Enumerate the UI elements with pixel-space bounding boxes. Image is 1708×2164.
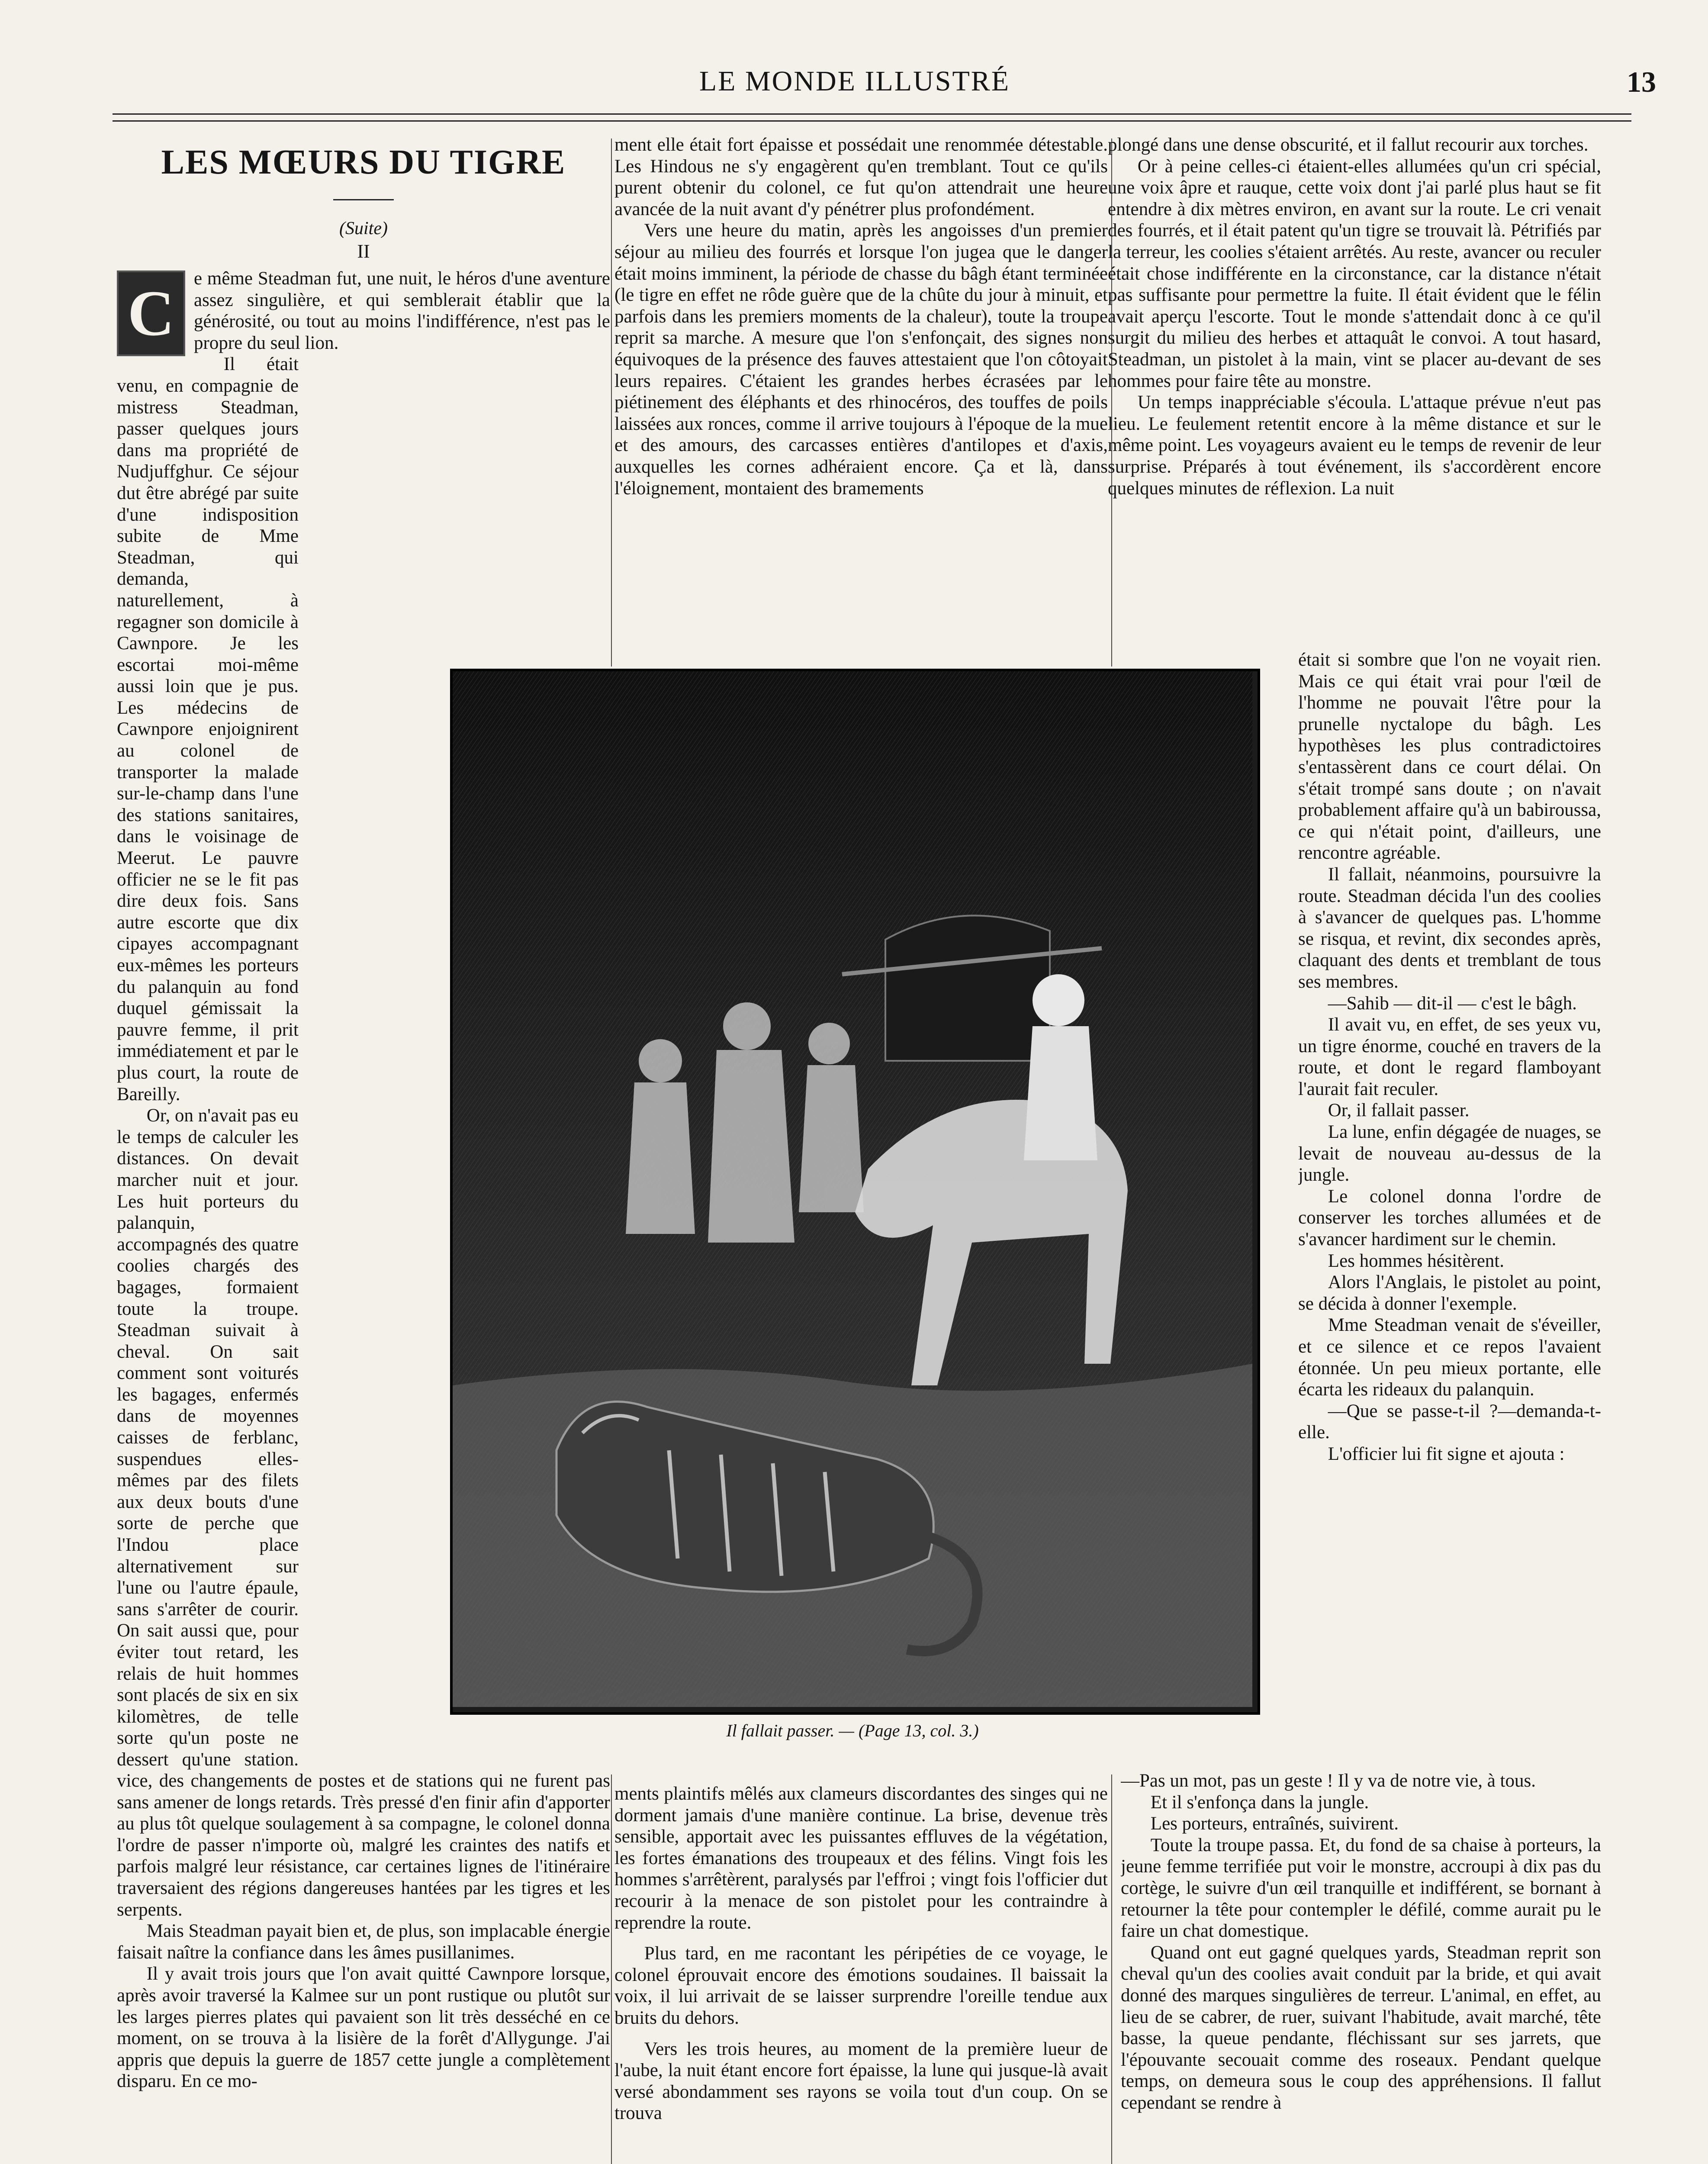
article-column-3: [1108, 134, 1601, 667]
engraving-illustration: [450, 669, 1260, 1715]
paragraph: La lune, enfin dégagée de nuages, se levait de nouveau au-dessus de la jungle.: [1298, 1122, 1601, 1185]
article-column-2: [614, 134, 1108, 658]
running-title: LE MONDE ILLUSTRÉ: [699, 65, 1010, 97]
paragraph: —Pas un mot, pas un geste ! Il y va de notre vie, à tous.: [1121, 1771, 1536, 1791]
paragraph: Il avait vu, en effet, de ses yeux vu, un tigre énorme, couché en travers de la route, et dont le regard flamboyant l'aurait fait reculer.: [1298, 1014, 1601, 1099]
paragraph: ment elle était fort épaisse et possédait une renommée détestable. Les Hindous ne s'y engagèrent qu'en tremblant. Tout ce qu'ils purent obtenir du colonel, ce fut qu'on attendrait une heure avancée de la nuit avant d'y pénétrer plus profondément.: [614, 135, 1108, 219]
paragraph: Et il s'enfonça dans la jungle.: [1150, 1792, 1369, 1813]
paragraph: était si sombre que l'on ne voyait rien. Mais ce qui était vrai pour l'œil de l'homme ne pouvait l'être pour la prunelle nyctalope du bâgh. Les hypothèses les plus contradictoires s'entassèrent dans ce court délai. On s'était trompé sans doute ; on n'avait probablement affaire qu'à un babiroussa, ce qui n'était point, d'ailleurs, une rencontre agréable.: [1298, 650, 1601, 863]
section-number: II: [357, 241, 370, 262]
paragraph: —Sahib — dit-il — c'est le bâgh.: [1328, 993, 1577, 1014]
page-header: [0, 0, 1708, 130]
paragraph: Quand ont eut gagné quelques yards, Steadman reprit son cheval qu'un des coolies avait conduit par la bride, et qui avait donné des marques singulières de terreur. L'animal, en effet, au lieu de se cabrer, de ruer, suivant l'habitude, avait marché, tête basse, la queue pendante, fléchissant sur ses jarrets, que l'épouvante secouait comme des roseaux. Pendant quelque temps, on demeura sous le coup des appréhensions. Il fallut cependant se rendre à: [1121, 1942, 1601, 2113]
paragraph: Un temps inappréciable s'écoula. L'attaque prévue n'eut pas lieu. Le feulement retentit encore à la même distance et sur le même point. Les voyageurs avaient eu le temps de revenir de leur surprise. Préparés à tout événement, ils s'accordèrent encore quelques minutes de réflexion. La nuit: [1108, 392, 1601, 499]
title-rule: [333, 199, 394, 200]
paragraph: Il était venu, en compagnie de mistress Steadman, passer quelques jours dans ma propriété de Nudjuffghur. Ce séjour dut être abrégé par suite d'une indisposition subite de Mme Steadman, qui demanda, naturellement, à regagner son domicile à Cawnpore. Je les escortai moi-même aussi loin que je pus. Les médecins de Cawnpore enjoignirent au colonel de transporter la malade sur-le-champ dans l'une des stations sanitaires, dans le voisinage de Meerut. Le pauvre officier ne se le fit pas dire deux fois. Sans autre escorte que dix cipayes accompagnant eux-mêmes les porteurs du palanquin au fond duquel gémissait la pauvre femme, il prit immédiatement et par le plus court, la route de Bareilly.: [117, 354, 299, 1105]
tiger-night-scene: [453, 671, 1252, 1707]
header-rule: [113, 113, 1631, 115]
paragraph: vice, des changements de postes et de stations qui ne furent pas sans amener de longs retards. Très pressé d'en finir afin d'apporter au plus tôt quelque soulagement à sa compagne, le colonel donna l'ordre de passer n'importe où, malgré les craintes des natifs et parfois malgré leur résistance, car certaines lignes de l'itinéraire traversaient des régions dangereuses hantées par les tigres et les serpents.: [117, 1771, 610, 1920]
paragraph: —Que se passe-t-il ?—demanda-t-elle.: [1298, 1401, 1601, 1443]
page-number: 13: [1627, 65, 1656, 98]
paragraph: Vers les trois heures, au moment de la première lueur de l'aube, la nuit étant encore fort épaisse, la lune qui jusque-là avait versé abondamment ses rayons se voila tout d'un coup. On se trouva: [614, 2038, 1108, 2124]
article-column-3-side: [1298, 649, 1601, 1757]
article-column-1-bottom: [117, 1770, 610, 2164]
paragraph: Or, il fallait passer.: [1328, 1100, 1470, 1121]
column-divider: [611, 1774, 612, 2164]
article-column-2-bottom: [614, 1783, 1108, 2164]
paragraph: Mme Steadman venait de s'éveiller, et ce silence et ce repos l'avaient étonnée. Un peu mieux portante, elle écarta les rideaux du palanquin.: [1298, 1315, 1601, 1400]
article-title: LES MŒURS DU TIGRE: [161, 143, 566, 181]
paragraph: Alors l'Anglais, le pistolet au point, se décida à donner l'exemple.: [1298, 1272, 1601, 1314]
paragraph: L'officier lui fit signe et ajouta :: [1328, 1443, 1565, 1464]
column-divider: [611, 138, 612, 667]
article-column-3-bottom: [1121, 1770, 1601, 2164]
header-rule-double: [113, 120, 1631, 122]
paragraph: Mais Steadman payait bien et, de plus, son implacable énergie faisait naître la confiance dans les âmes pusillanimes.: [117, 1921, 610, 1963]
paragraph: Les porteurs, entraînés, suivirent.: [1150, 1813, 1399, 1834]
paragraph: Les hommes hésitèrent.: [1328, 1250, 1504, 1271]
paragraph: Le colonel donna l'ordre de conserver les torches allumées et de s'avancer hardiment sur le chemin.: [1298, 1186, 1601, 1250]
paragraph: Il y avait trois jours que l'on avait quitté Cawnpore lorsque, après avoir traversé la Kalmee sur un pont rustique ou plutôt sur les larges pierres plates qui pavaient son lit très desséché en ce moment, on se trouva à la lisière de la forêt d'Allygunge. J'ai appris que depuis la guerre de 1857 cette jungle a complètement disparu. En ce mo-: [117, 1964, 610, 2092]
drop-cap: C: [117, 270, 185, 356]
article-subtitle: (Suite): [339, 219, 388, 238]
paragraph: Or, on n'avait pas eu le temps de calculer les distances. On devait marcher nuit et jour. Les huit porteurs du palanquin, accompagnés des quatre coolies chargés des bagages, formaient toute la troupe. Steadman suivait à cheval. On sait comment sont voiturés les bagages, enfermés dans de moyennes caisses de ferblanc, suspendues elles-mêmes par des filets aux deux bouts d'une sorte de perche que l'Indou place alternativement sur l'une ou l'autre épaule, sans s'arrêter de courir. On sait aussi que, pour éviter tout retard, les relais de huit hommes sont placés de six en six kilomètres, de telle sorte qu'un poste ne dessert qu'une station.: [117, 1105, 299, 1770]
paragraph: Or à peine celles-ci étaient-elles allumées qu'un cri spécial, une voix âpre et rauque, cette voix dont j'ai parlé plus haut se fit entendre à dix mètres environ, en avant sur la route. Le cri venait des fourrés, et il était patent qu'un tigre se trouvait là. Pétrifiés par la terreur, les coolies s'étaient arrêtés. Au reste, avancer ou reculer était chose indifférente en la circonstance, car la distance n'était pas suffisante pour permettre la fuite. Il était évident que le félin avait aperçu l'escorte. Tout le monde s'attendait donc à ce qu'il surgit du milieu des herbes et attaquât le convoi. A tout hasard, Steadman, un pistolet à la main, vint se placer au-devant de ses hommes pour faire tête au monstre.: [1108, 156, 1601, 391]
paragraph: Vers une heure du matin, après les angoisses d'un premier séjour au milieu des fourrés et lorsque l'on jugea que le danger était moins imminent, la période de chasse du bâgh étant terminée (le tigre en effet ne rôde guère que de la chûte du jour à minuit, et parfois dans les premiers moments de la chaleur), toute la troupe reprit sa marche. A mesure que l'on s'enfonçait, des signes non équivoques de la présence des fauves attestaient que l'on côtoyait leurs repaires. C'étaient les grandes herbes écrasées par le piétinement des éléphants et des rhinocéros, des touffes de poils laissées aux ronces, comme il arrive toujours à l'époque de la mue et des amours, des carcasses entières d'antilopes et d'axis, auxquelles les cornes adhéraient encore. Ça et là, dans l'éloignement, montaient des bramements: [614, 220, 1108, 499]
paragraph: Toute la troupe passa. Et, du fond de sa chaise à porteurs, la jeune femme terrifiée put voir le monstre, accroupi à dix pas du cortège, le suivre d'un œil tranquille et indifférent, se bornant à retourner la tête pour contempler le défilé, comme aurait pu le faire un chat domestique.: [1121, 1835, 1601, 1942]
illustration-caption: Il fallait passer. — (Page 13, col. 3.): [726, 1721, 979, 1740]
paragraph: Plus tard, en me racontant les péripéties de ce voyage, le colonel éprouvait encore des émotions soudaines. Il baissait la voix, il lui arrivait de se laisser surprendre l'oreille tendue aux bruits du dehors.: [614, 1943, 1108, 2028]
paragraph: plongé dans une dense obscurité, et il fallut recourir aux torches.: [1108, 135, 1589, 155]
paragraph: ments plaintifs mêlés aux clameurs discordantes des singes qui ne dorment jamais d'une manière continue. La brise, devenue très sensible, apportait avec les puissantes effluves de la végétation, les fortes émanations des troupeaux et des félins. Vingt fois les hommes s'arrêtèrent, paralysés par l'effroi ; vingt fois l'officier dut recourir à la menace de son pistolet pour les contraindre à reprendre la route.: [614, 1784, 1108, 1933]
paragraph: Il fallait, néanmoins, poursuivre la route. Steadman décida l'un des coolies à s'avancer de quelques pas. L'homme se risqua, et revint, dix secondes après, claquant des dents et tremblant de tous ses membres.: [1298, 864, 1601, 992]
paragraph: e même Steadman fut, une nuit, le héros d'une aventure assez singulière, et qui semblerait établir que la générosité, ou tout au moins l'indifférence, n'est pas le propre du seul lion.: [194, 268, 610, 353]
column-divider: [1111, 1774, 1112, 2164]
